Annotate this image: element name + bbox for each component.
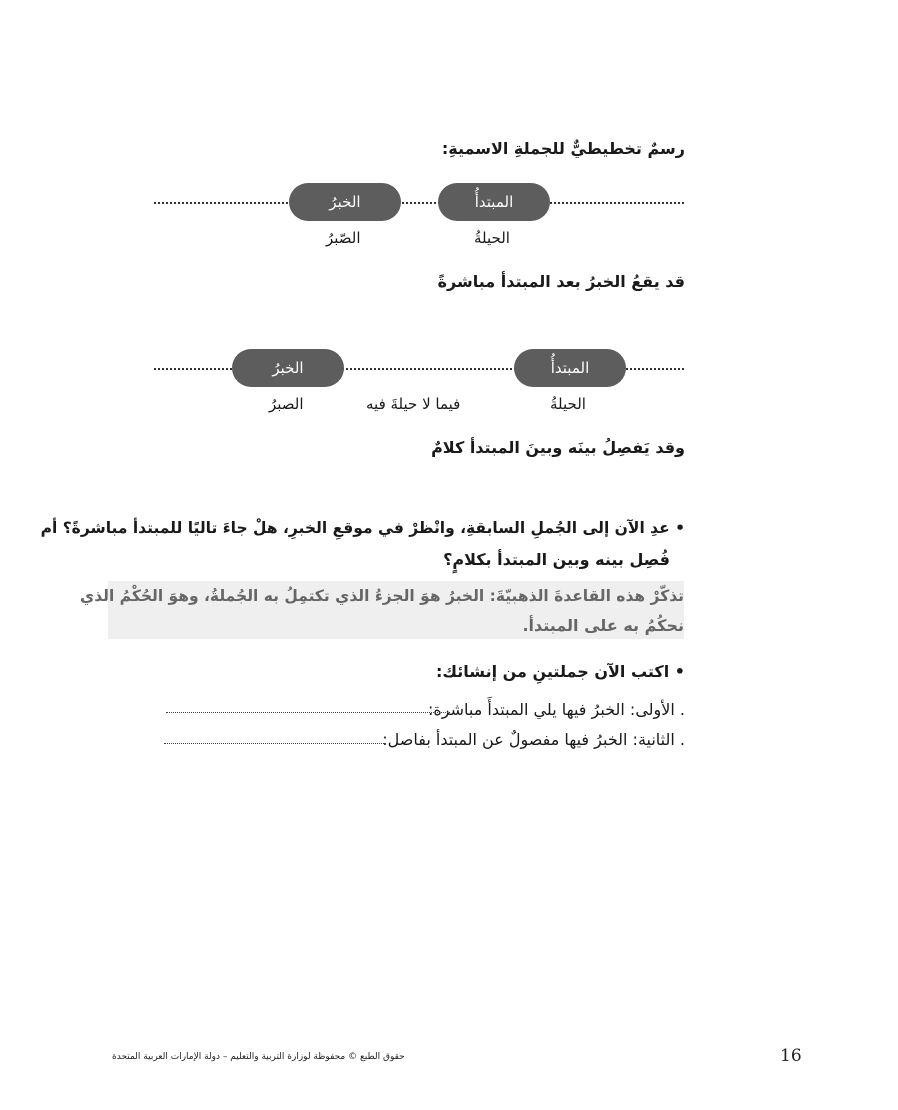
khabar-word: الصّبرُ xyxy=(326,229,361,247)
golden-rule-note xyxy=(79,581,684,639)
answer-line-1[interactable] xyxy=(166,712,450,713)
exercise-heading: • اكتب الآن جملتينِ من إنشائك: xyxy=(435,662,685,681)
answer-line-2[interactable] xyxy=(164,743,386,744)
rule-line-1: تذكّرْ هذه القاعدةَ الذهبيّةَ: الخبرُ هوَ الجزءُ الذي تكتمِلُ به الجُملةُ، وهوَ الحُكْمُ الذي xyxy=(79,587,684,605)
mubtada-label: المبتدأُ xyxy=(438,183,550,221)
question-line-1: • عدِ الآن إلى الجُملِ السابقةِ، وانْظرْ في موقعِ الخبرِ، هلْ جاءَ تاليًا للمبتدأ مباشرةً؟ أم xyxy=(40,519,685,537)
copyright-footer: حقوق الطبع © محفوظة لوزارة التربية والتعليم – دولة الإمارات العربية المتحدة xyxy=(112,1052,405,1062)
mubtada-label: المبتدأُ xyxy=(514,349,626,387)
section-heading: رسمٌ تخطيطيٌّ للجملةِ الاسميةِ: xyxy=(441,139,685,158)
diagram-caption-2: وقد يَفصِلُ بينَه وبينَ المبتدأ كلامٌ xyxy=(431,438,685,457)
page-number: 16 xyxy=(780,1046,802,1066)
diagram-caption-1: قد يقعُ الخبرُ بعد المبتدأ مباشرةً xyxy=(437,272,685,291)
rule-line-2: نحكُمُ به على المبتدأ. xyxy=(522,616,684,635)
diagram-axis-line xyxy=(154,202,684,204)
exercise-item-1-label: . الأولى: الخبرُ فيها يلي المبتدأَ مباشرة: xyxy=(428,700,685,719)
khabar-word: الصبرُ xyxy=(269,395,304,413)
mubtada-word: الحيلةُ xyxy=(474,229,510,247)
exercise-item-2-label: . الثانية: الخبرُ فيها مفصولٌ عن المبتدأ بفاصل: xyxy=(382,730,685,749)
khabar-label: الخبرُ xyxy=(289,183,401,221)
separator-phrase: فيما لا حيلةَ فيه xyxy=(366,395,461,413)
mubtada-word: الحيلةُ xyxy=(550,395,586,413)
question-line-2: فُصِل بينه وبين المبتدأ بكلامٍ؟ xyxy=(443,550,670,569)
khabar-label: الخبرُ xyxy=(232,349,344,387)
